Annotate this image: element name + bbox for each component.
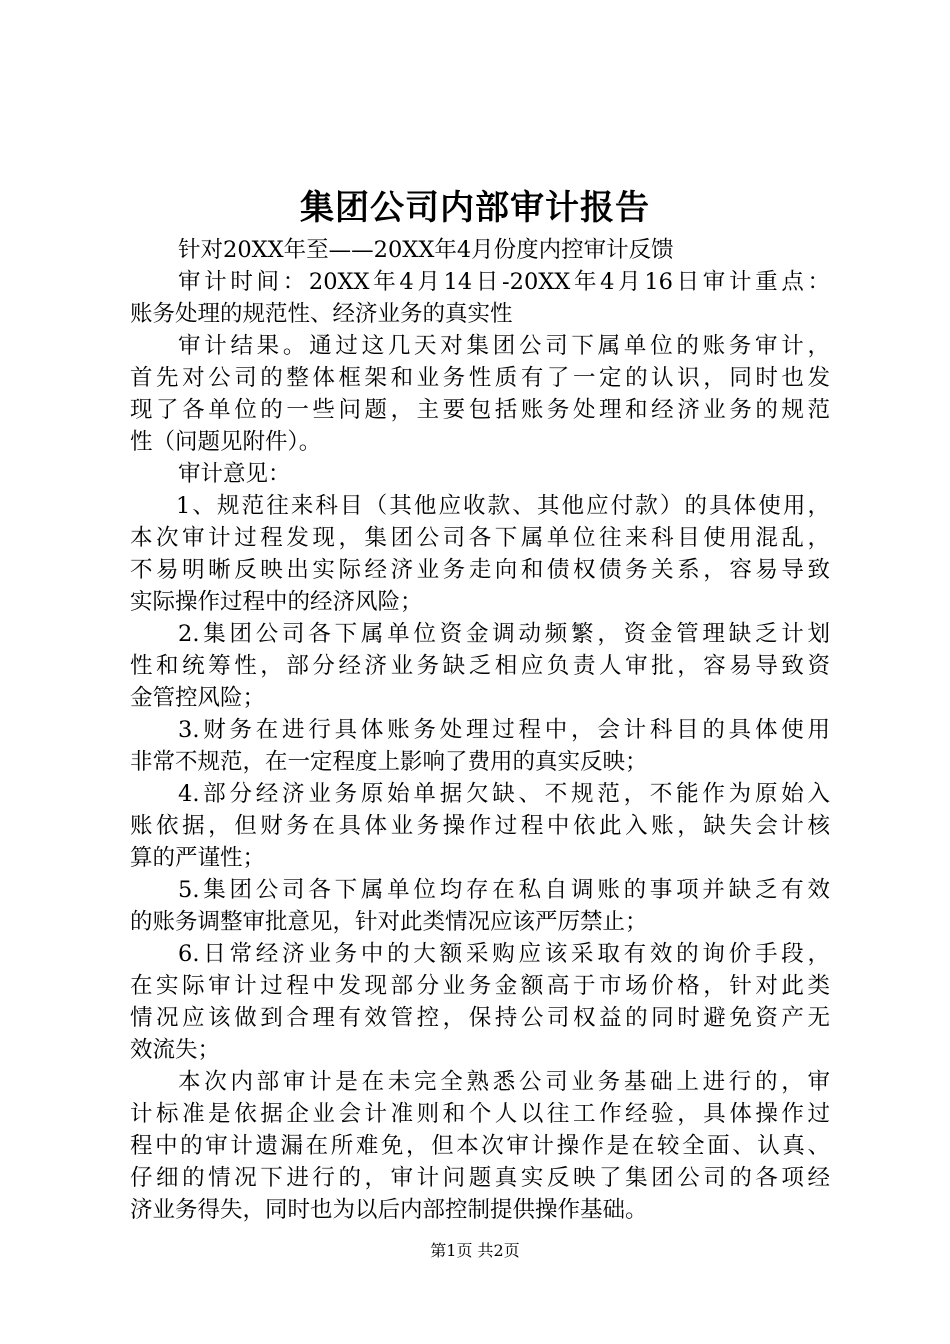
paragraph-line: 3.财务在进行具体账务处理过程中，会计科目的具体使用: [178, 717, 830, 743]
paragraph-line: 济业务得失，同时也为以后内部控制提供操作基础。: [130, 1197, 648, 1223]
paragraph-line: 不易明晰反映出实际经济业务走向和债权债务关系，容易导致: [130, 557, 830, 583]
paragraph-line: 实际操作过程中的经济风险；: [130, 589, 423, 615]
paragraph-line: 算的严谨性；: [130, 845, 266, 871]
paragraph-line: 在实际审计过程中发现部分业务金额高于市场价格，针对此类: [130, 973, 830, 999]
paragraph-line: 性和统筹性，部分经济业务缺乏相应负责人审批，容易导致资: [130, 653, 830, 679]
paragraph-line: 的账务调整审批意见，针对此类情况应该严厉禁止；: [130, 909, 648, 935]
paragraph-line: 现了各单位的一些问题，主要包括账务处理和经济业务的规范: [130, 397, 830, 423]
paragraph-line: 4.部分经济业务原始单据欠缺、不规范，不能作为原始入: [178, 781, 830, 807]
paragraph-line: 程中的审计遗漏在所难免，但本次审计操作是在较全面、认真、: [130, 1133, 830, 1159]
paragraph-line: 1、规范往来科目（其他应收款、其他应付款）的具体使用，: [176, 493, 830, 519]
paragraph-line: 效流失；: [130, 1037, 221, 1063]
paragraph-line: 计标准是依据企业会计准则和个人以往工作经验，具体操作过: [130, 1101, 830, 1127]
paragraph-line: 性（问题见附件）。: [130, 429, 322, 455]
paragraph-line: 账务处理的规范性、经济业务的真实性: [130, 301, 513, 327]
paragraph-line: 本次审计过程发现，集团公司各下属单位往来科目使用混乱，: [130, 525, 830, 551]
paragraph-line: 审计意见：: [178, 461, 291, 487]
document-title: 集团公司内部审计报告: [300, 188, 650, 228]
paragraph-line: 本次内部审计是在未完全熟悉公司业务基础上进行的，审: [178, 1069, 830, 1095]
paragraph-line: 账依据，但财务在具体业务操作过程中依此入账，缺失会计核: [130, 813, 830, 839]
paragraph-line: 首先对公司的整体框架和业务性质有了一定的认识，同时也发: [130, 365, 830, 391]
page-footer: 第1页 共2页: [430, 1241, 520, 1260]
paragraph-line: 5.集团公司各下属单位均存在私自调账的事项并缺乏有效: [178, 877, 830, 903]
paragraph-line: 情况应该做到合理有效管控，保持公司权益的同时避免资产无: [130, 1005, 830, 1031]
paragraph-line: 审计时间：20XX年4月14日-20XX年4月16日审计重点：: [178, 269, 830, 295]
paragraph-line: 针对20XX年至——20XX年4月份度内控审计反馈: [178, 237, 674, 263]
paragraph-line: 6.日常经济业务中的大额采购应该采取有效的询价手段，: [178, 941, 830, 967]
paragraph-line: 非常不规范，在一定程度上影响了费用的真实反映；: [130, 749, 648, 775]
paragraph-line: 仔细的情况下进行的，审计问题真实反映了集团公司的各项经: [130, 1165, 830, 1191]
paragraph-line: 2.集团公司各下属单位资金调动频繁，资金管理缺乏计划: [178, 621, 830, 647]
paragraph-line: 审计结果。通过这几天对集团公司下属单位的账务审计，: [178, 333, 830, 359]
paragraph-line: 金管控风险；: [130, 685, 266, 711]
